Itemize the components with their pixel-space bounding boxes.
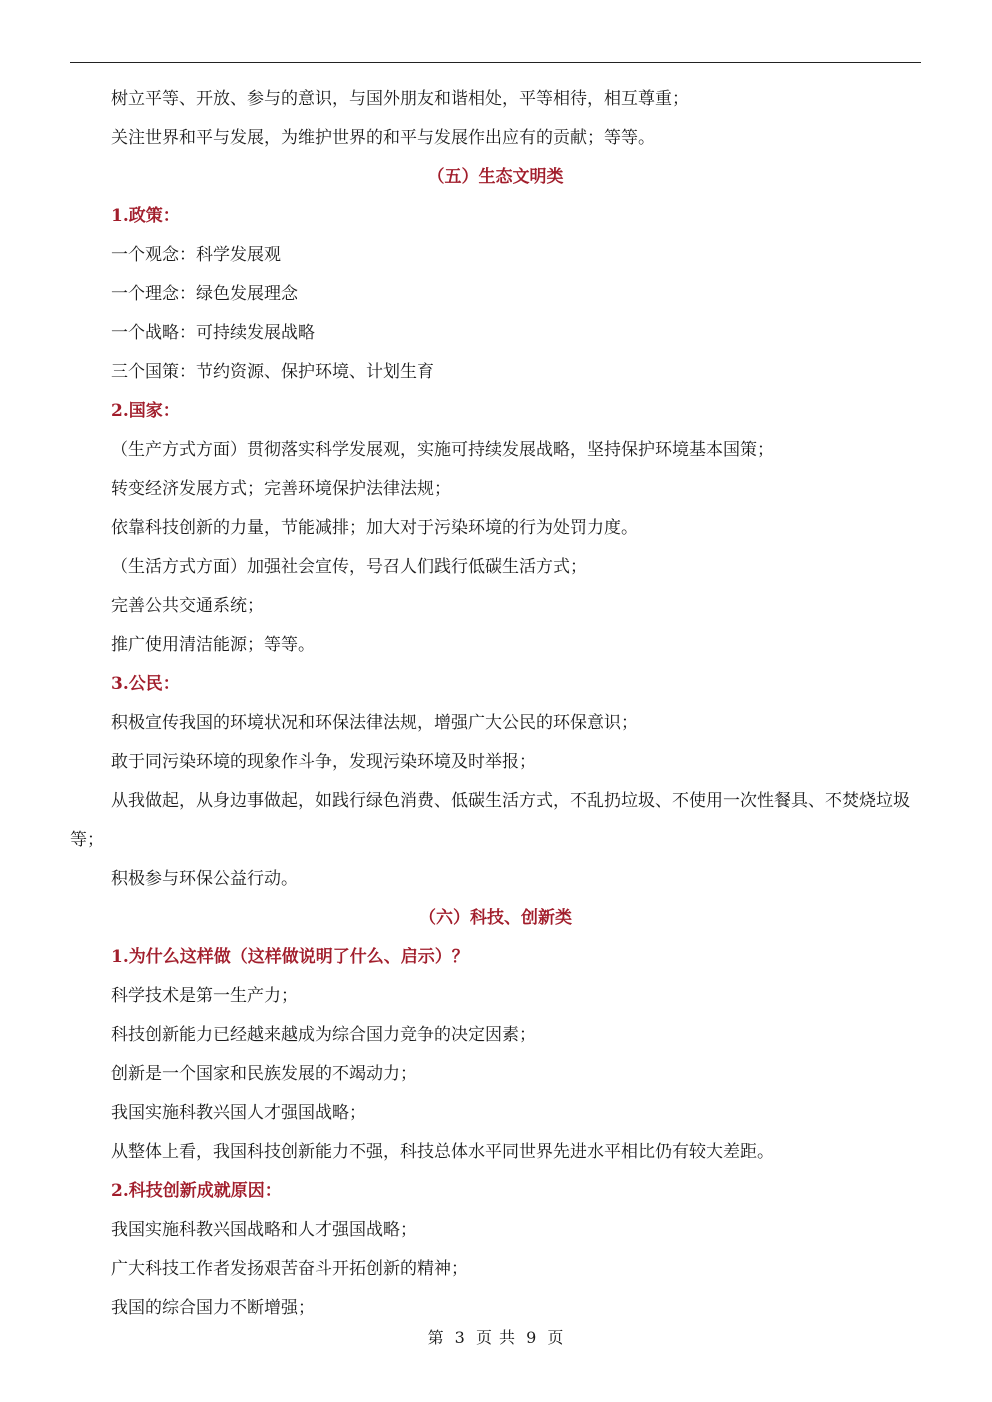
footer-page-number: 3 <box>454 1328 466 1347</box>
sub-heading: 1.为什么这样做（这样做说明了什么、启示）？ <box>111 947 469 967</box>
body-line: 创新是一个国家和民族发展的不竭动力； <box>111 1064 417 1084</box>
body-line: 关注世界和平与发展，为维护世界的和平与发展作出应有的贡献；等等。 <box>111 128 655 148</box>
page-footer <box>0 1325 992 1348</box>
sub-heading: 1.政策： <box>111 206 180 226</box>
document-body <box>70 80 921 1328</box>
footer-suffix: 页 <box>547 1328 565 1347</box>
body-line: （生产方式方面）贯彻落实科学发展观，实施可持续发展战略，坚持保护环境基本国策； <box>111 440 774 460</box>
body-line: 我国实施科教兴国人才强国战略； <box>111 1103 366 1123</box>
body-line: 一个观念：科学发展观 <box>111 245 281 265</box>
body-line: 推广使用清洁能源；等等。 <box>111 635 315 655</box>
sub-heading: 3.公民： <box>111 674 180 694</box>
body-line: 敢于同污染环境的现象作斗争，发现污染环境及时举报； <box>111 752 536 772</box>
body-line: 科学技术是第一生产力； <box>111 986 298 1006</box>
sub-heading: 2.国家： <box>111 401 180 421</box>
top-rule <box>70 62 921 63</box>
body-line: 我国实施科教兴国战略和人才强国战略； <box>111 1220 417 1240</box>
body-line: 一个战略：可持续发展战略 <box>111 323 315 343</box>
footer-middle: 页 共 <box>475 1328 517 1347</box>
sub-heading: 2.科技创新成就原因： <box>111 1181 282 1201</box>
body-line: 树立平等、开放、参与的意识，与国外朋友和谐相处，平等相待，相互尊重； <box>111 89 689 109</box>
body-line: 积极参与环保公益行动。 <box>111 869 298 889</box>
body-line: （生活方式方面）加强社会宣传，号召人们践行低碳生活方式； <box>111 557 587 577</box>
body-line: 依靠科技创新的力量，节能减排；加大对于污染环境的行为处罚力度。 <box>111 518 638 538</box>
body-line: 积极宣传我国的环境状况和环保法律法规，增强广大公民的环保意识； <box>111 713 638 733</box>
body-line: 科技创新能力已经越来越成为综合国力竞争的决定因素； <box>111 1025 536 1045</box>
body-line: 一个理念：绿色发展理念 <box>111 284 298 304</box>
section-heading: （五）生态文明类 <box>427 167 564 187</box>
footer-prefix: 第 <box>427 1328 445 1347</box>
body-line: 完善公共交通系统； <box>111 596 264 616</box>
body-line: 从整体上看，我国科技创新能力不强，科技总体水平同世界先进水平相比仍有较大差距。 <box>111 1142 774 1162</box>
body-line: 广大科技工作者发扬艰苦奋斗开拓创新的精神； <box>111 1259 468 1279</box>
body-line-wrapped: 从我做起，从身边事做起，如践行绿色消费、低碳生活方式，不乱扔垃圾、不使用一次性餐具、不焚烧垃圾等； <box>70 791 910 850</box>
section-heading: （六）科技、创新类 <box>419 908 572 928</box>
body-line: 转变经济发展方式；完善环境保护法律法规； <box>111 479 451 499</box>
footer-total-pages: 9 <box>526 1328 538 1347</box>
body-line: 三个国策：节约资源、保护环境、计划生育 <box>111 362 434 382</box>
body-line: 我国的综合国力不断增强； <box>111 1298 315 1318</box>
